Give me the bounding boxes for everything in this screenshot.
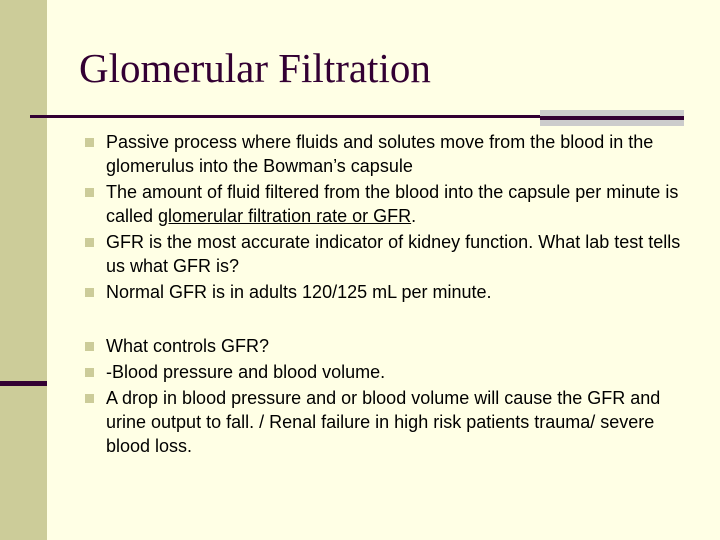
left-decorative-band — [0, 0, 47, 540]
square-bullet-icon — [85, 368, 94, 377]
bullet-item — [85, 334, 685, 358]
bullet-text: GFR is the most accurate indicator of kidney function. What lab test tells us what GFR is? — [106, 232, 681, 276]
bullet-item — [85, 360, 685, 384]
square-bullet-icon — [85, 288, 94, 297]
bullet-item — [85, 386, 685, 458]
square-bullet-icon — [85, 394, 94, 403]
bullet-text-before: The amount of fluid filtered from the blood into the capsule per minute is called — [106, 182, 679, 226]
left-accent-bar — [0, 381, 47, 386]
bullet-text: Passive process where fluids and solutes move from the blood in the glomerulus into the Bowman’s capsule — [106, 132, 654, 176]
bullet-text: -Blood pressure and blood volume. — [106, 362, 386, 382]
bullet-text — [106, 182, 678, 226]
square-bullet-icon — [85, 138, 94, 147]
square-bullet-icon — [85, 342, 94, 351]
title-rule-accent-line — [540, 116, 684, 120]
bullet-text: A drop in blood pressure and or blood volume will cause the GFR and urine output to fall. / Renal failure in high risk patients trauma/ severe blood loss. — [106, 388, 661, 456]
bullet-item — [85, 230, 685, 278]
bullet-item — [85, 180, 685, 228]
bullet-text: Normal GFR is in adults 120/125 mL per minute. — [106, 282, 492, 302]
bullet-text: What controls GFR? — [106, 336, 270, 356]
gfr-term-underlined: glomerular filtration rate or GFR — [158, 206, 412, 226]
bullet-item — [85, 280, 685, 304]
bullet-text-after: . — [411, 206, 417, 226]
bullet-list — [85, 130, 685, 460]
slide-title: Glomerular Filtration — [79, 45, 431, 91]
bullet-item — [85, 130, 685, 178]
square-bullet-icon — [85, 188, 94, 197]
square-bullet-icon — [85, 238, 94, 247]
